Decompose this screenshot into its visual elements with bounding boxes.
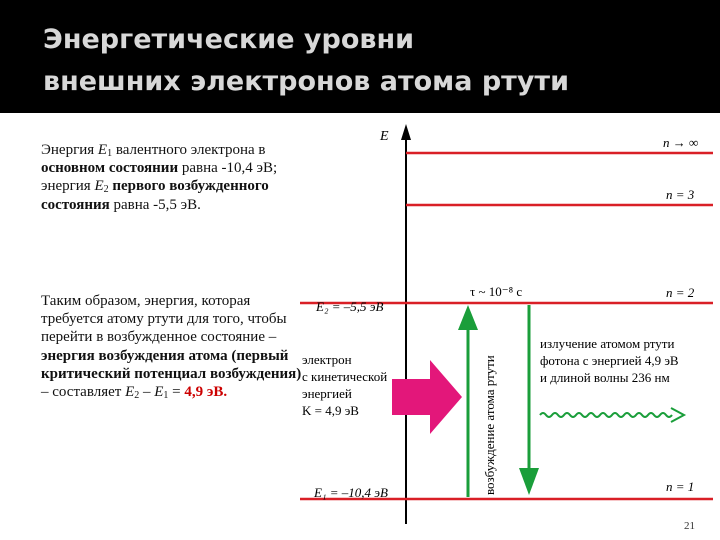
electron-label-line-2: с кинетической: [302, 369, 388, 384]
electron-label-line-1: электрон: [302, 352, 352, 367]
result-value: 4,9 эВ.: [184, 384, 228, 401]
emission-label-line-2: фотона с энергией 4,9 эВ: [540, 353, 679, 368]
slide-title-line-1: Энергетические уровни: [43, 24, 415, 55]
slide-title-line-2: внешних электронов атома ртути: [43, 66, 569, 97]
level-label-n2: n = 2: [666, 285, 695, 300]
emission-arrowhead: [519, 468, 539, 495]
lifetime-label: τ ~ 10⁻⁸ с: [470, 284, 523, 299]
electron-incoming-arrow-icon: [392, 360, 462, 434]
paragraph-excitation-energy: Таким образом, энергия, которая требуется атому ртути для того, чтобы перейти в возбужденное состояние – энергия возбуждения атома (первый критический потенциал возбуждения) – составляет $E_2 - E_1 = 4,9$ эВ.: [41, 293, 302, 402]
photon-wave-arrowhead: [671, 408, 684, 422]
level-label-n-infinity: n → ∞: [663, 135, 699, 150]
axis-label: E: [380, 129, 389, 144]
axis-arrowhead: [401, 124, 411, 140]
electron-label-line-3: энергией: [302, 386, 352, 401]
paragraph-energy-levels: Энергия $E_1$ валентного электрона в основном состоянии равна -10,4 эВ; энергия $E_2$ первого возбужденного состояния равна -5,5 эВ.: [41, 142, 278, 213]
electron-label-line-4: K = 4,9 эВ: [302, 403, 359, 418]
level-label-n1: n = 1: [666, 479, 695, 494]
level-label-n3: n = 3: [666, 187, 695, 202]
excitation-label: возбуждение атома ртути: [482, 355, 497, 495]
page-number: 21: [684, 520, 695, 532]
energy-label-e2: E₂ = –5,5 эВ: [316, 299, 384, 314]
emission-label-line-1: излучение атомом ртути: [540, 336, 675, 351]
emission-label-line-3: и длиной волны 236 нм: [540, 370, 670, 385]
excitation-arrowhead: [458, 305, 478, 330]
energy-label-e1: E₁ = –10,4 эВ: [314, 485, 388, 500]
photon-wave-icon: [540, 413, 672, 417]
